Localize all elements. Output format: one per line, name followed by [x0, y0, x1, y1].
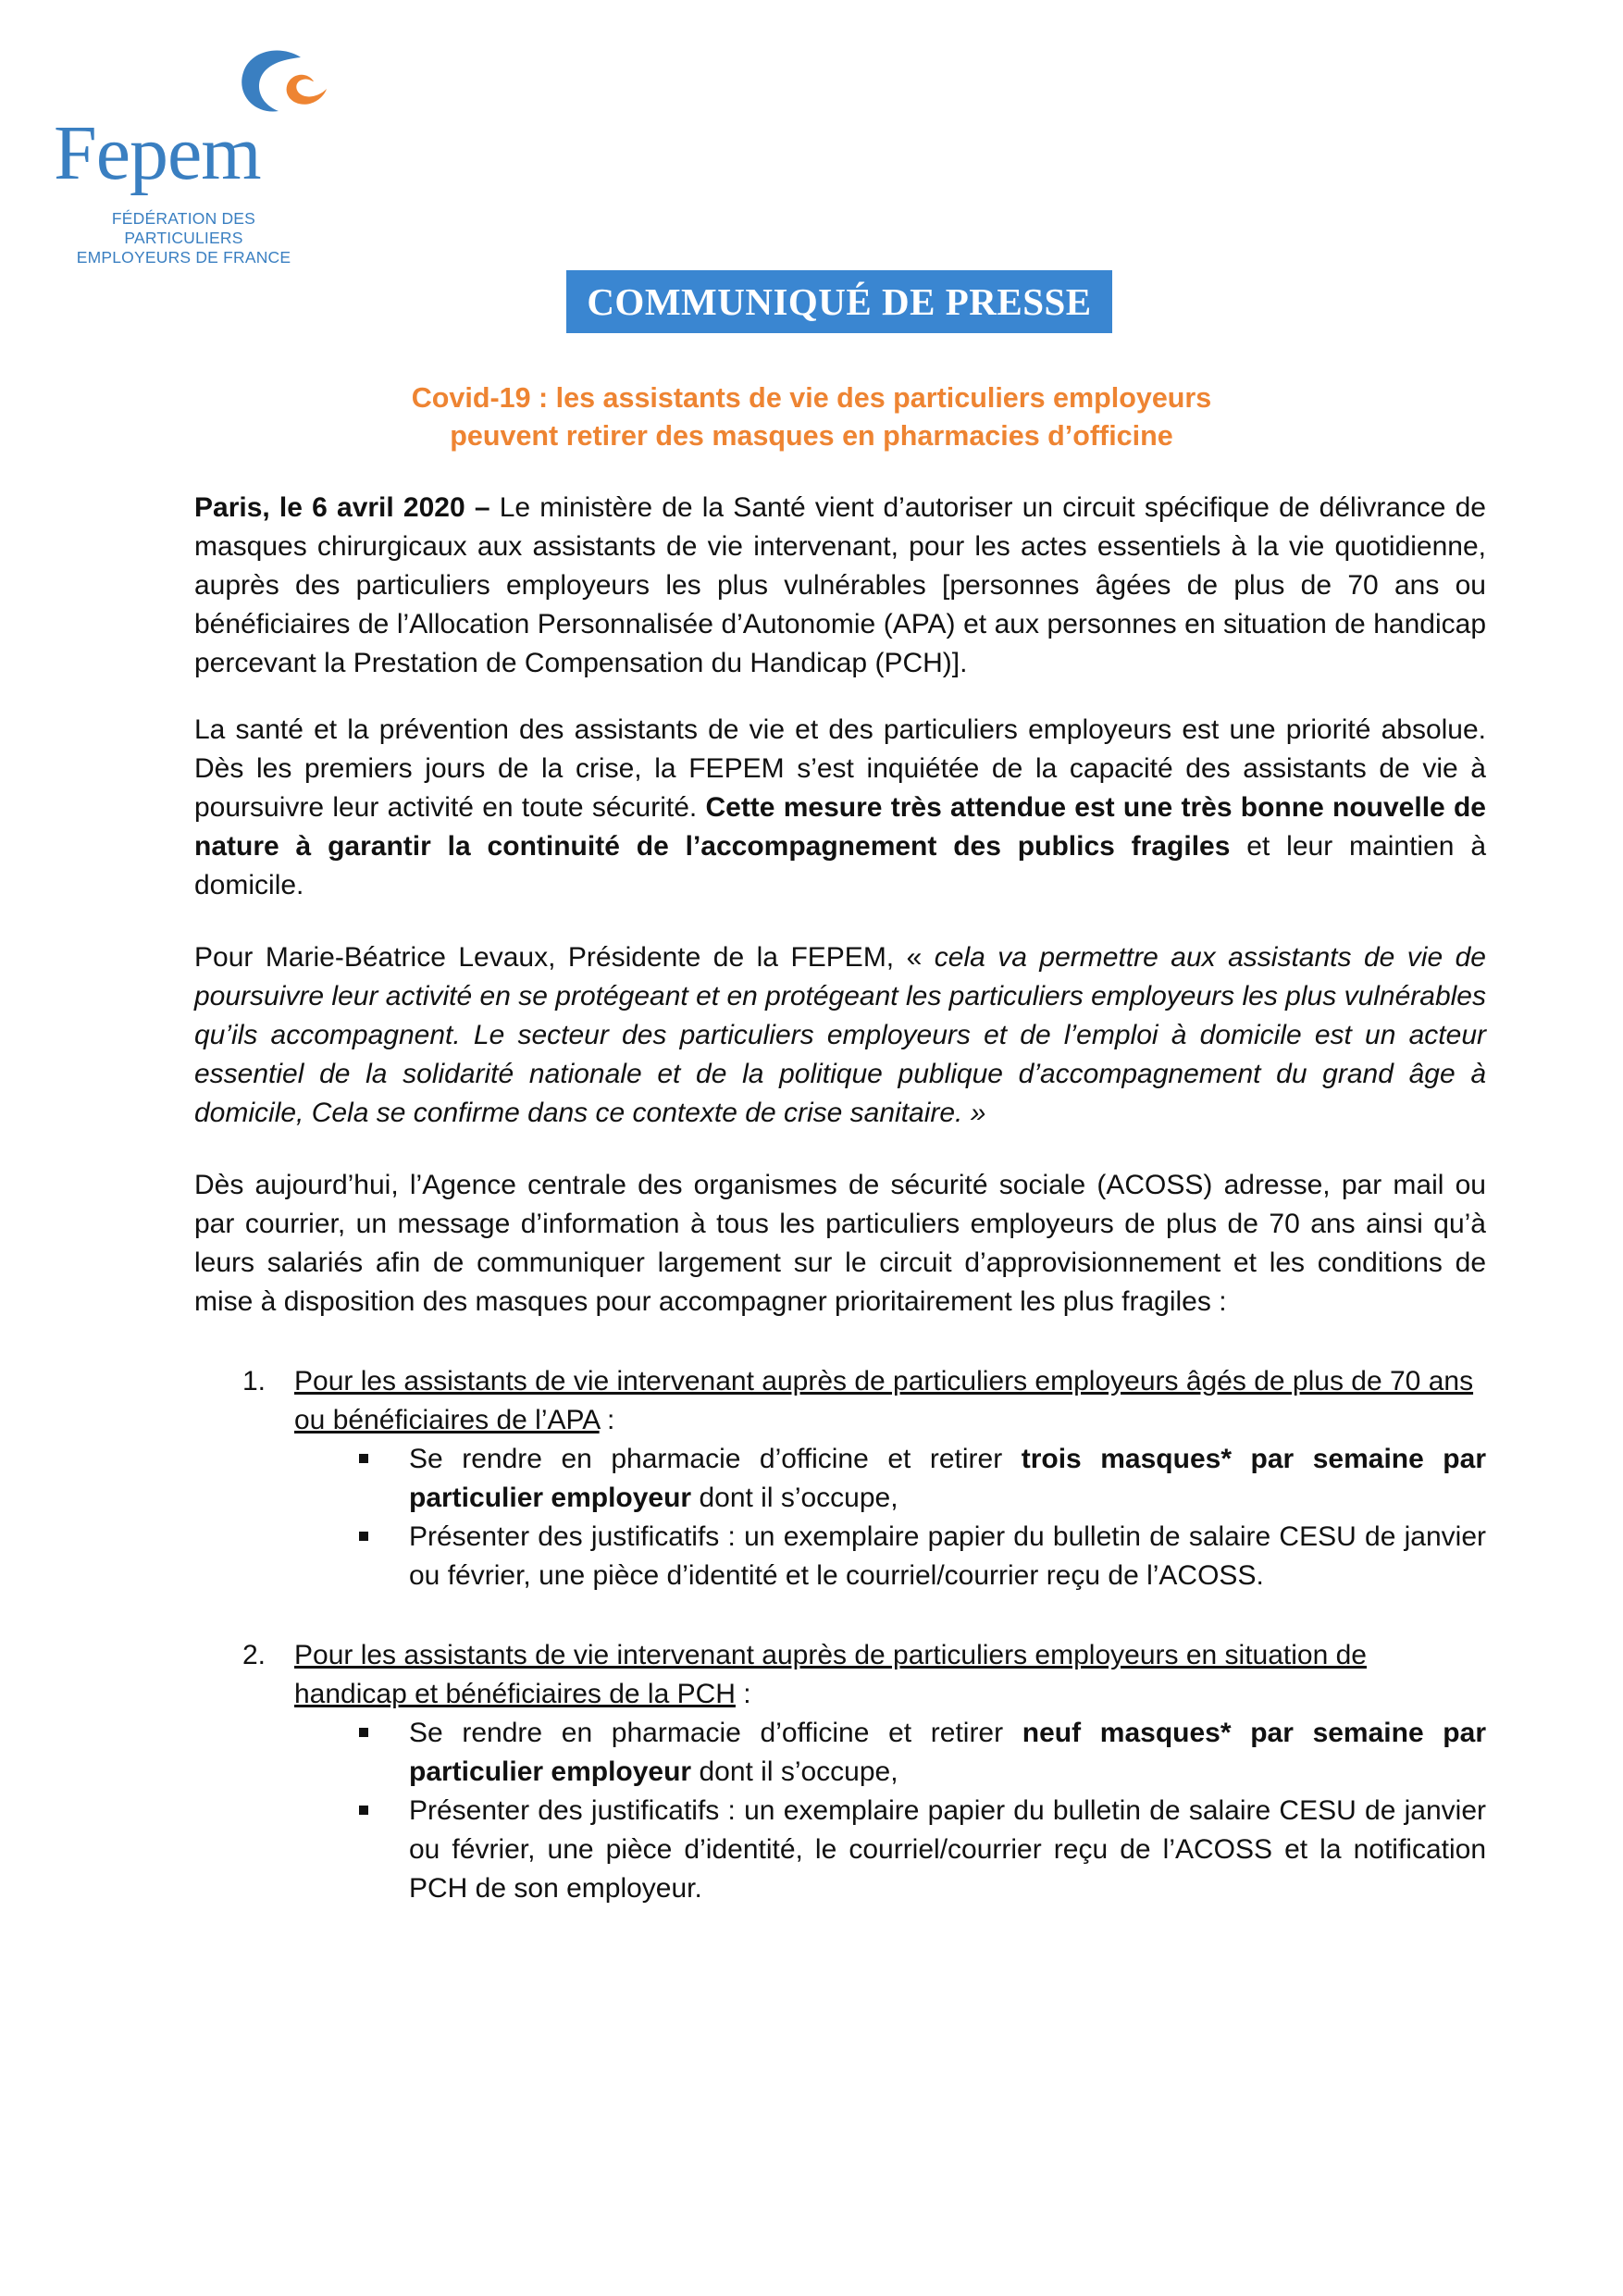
bullet-text-end: dont il s’occupe,: [691, 1483, 898, 1513]
logo-subtitle-line-1: FÉDÉRATION DES PARTICULIERS: [111, 209, 256, 247]
paragraph-intro: [194, 489, 1486, 683]
bullet-text: Se rendre en pharmacie d’officine et retirer: [409, 1718, 1022, 1748]
paragraph-priority-text: La santé et la prévention des assistants de vie et des particuliers employeurs est une priorité absolue. Dès les premiers jours de la crise, la FEPEM s’est inquiétée de la capacité des assistants de vie à poursuivre leur activité en toute sécurité.: [194, 714, 1486, 823]
fepem-logo: [54, 46, 313, 267]
bullet-text: Se rendre en pharmacie d’officine et retirer: [409, 1444, 1022, 1474]
title-line-1: Covid-19 : les assistants de vie des particuliers employeurs: [411, 382, 1212, 414]
paragraph-priority-end: et leur maintien à domicile.: [194, 831, 1487, 900]
sub-list-item: [294, 1792, 1486, 1908]
bullet-bold: neuf masques* par semaine par particulier employeur: [409, 1718, 1486, 1787]
document-body: [194, 489, 1486, 1908]
square-bullet-icon: [359, 1454, 368, 1463]
list-heading-colon: :: [599, 1405, 615, 1435]
paragraph-quote-text: Pour Marie-Béatrice Levaux, Présidente de la FEPEM, «: [194, 942, 935, 973]
square-bullet-icon: [359, 1806, 368, 1815]
dateline: Paris, le 6 avril 2020 –: [194, 492, 490, 523]
square-bullet-icon: [359, 1728, 368, 1737]
document-title: [0, 379, 1623, 455]
list-heading-text: Pour les assistants de vie intervenant auprès de particuliers employeurs âgés de plus de 70 ans ou bénéficiaires de l’APA: [294, 1366, 1474, 1435]
list-heading-colon: :: [735, 1679, 751, 1709]
instructions-list: [194, 1362, 1486, 1908]
paragraph-priority: [194, 711, 1486, 905]
sub-list: [294, 1440, 1486, 1595]
paragraph-priority-bold: Cette mesure très attendue est une très bonne nouvelle de nature à garantir la continuité de l’accompagnement des publics fragiles: [194, 792, 1486, 862]
paragraph-quote: [194, 938, 1486, 1133]
paragraph-acoss: Dès aujourd’hui, l’Agence centrale des organismes de sécurité sociale (ACOSS) adresse, par mail ou par courrier, un message d’information à tous les particuliers employeurs de plus de 70 ans ainsi qu’à leurs salariés afin de communiquer largement sur le circuit d’approvisionnement et les conditions de mise à disposition des masques pour accompagner prioritairement les plus fragiles :: [194, 1170, 1486, 1317]
list-number: 2.: [242, 1640, 266, 1670]
list-item: [194, 1362, 1486, 1595]
sub-list-item: [294, 1518, 1486, 1595]
square-bullet-icon: [359, 1532, 368, 1541]
bullet-text: Présenter des justificatifs : un exemplaire papier du bulletin de salaire CESU de janvier ou février, une pièce d’identité, le courriel/courrier reçu de l’ACOSS et la notification PCH de son employeur.: [409, 1795, 1486, 1904]
sub-list: [294, 1714, 1486, 1908]
bullet-text: Présenter des justificatifs : un exemplaire papier du bulletin de salaire CESU de janvier ou février, une pièce d’identité et le courriel/courrier reçu de l’ACOSS.: [409, 1521, 1486, 1591]
list-item: [194, 1636, 1486, 1908]
paragraph-intro-text: Le ministère de la Santé vient d’autoriser un circuit spécifique de délivrance de masques chirurgicaux aux assistants de vie intervenant, pour les actes essentiels à la vie quotidienne, auprès des particuliers employeurs les plus vulnérables [personnes âgées de plus de 70 ans ou bénéficiaires de l’Allocation Personnalisée d’Autonomie (APA) et aux personnes en situation de handicap percevant la Prestation de Compensation du Handicap (PCH)].: [194, 492, 1486, 678]
quote-text: cela va permettre aux assistants de vie de poursuivre leur activité en se protégeant et en protégeant les particuliers employeurs les plus vulnérables qu’ils accompagnent. Le secteur des particuliers employeurs et de l’emploi à domicile est un acteur essentiel de la solidarité nationale et de la politique publique d’accompagnement du grand âge à domicile, Cela se confirme dans ce contexte de crise sanitaire. »: [194, 942, 1486, 1128]
sub-list-item: [294, 1714, 1486, 1792]
list-item-heading: [294, 1636, 1486, 1714]
press-release-banner: COMMUNIQUÉ DE PRESSE: [566, 270, 1112, 333]
logo-subtitle-line-2: EMPLOYEURS DE FRANCE: [76, 248, 291, 267]
logo-wordmark: Fepem: [54, 110, 261, 196]
title-line-2: peuvent retirer des masques en pharmacies d’officine: [450, 420, 1173, 452]
list-number: 1.: [242, 1366, 266, 1396]
list-heading-text: Pour les assistants de vie intervenant auprès de particuliers employeurs en situation de handicap et bénéficiaires de la PCH: [294, 1640, 1367, 1709]
bullet-bold: trois masques* par semaine par particulier employeur: [409, 1444, 1486, 1513]
sub-list-item: [294, 1440, 1486, 1518]
bullet-text-end: dont il s’occupe,: [691, 1756, 898, 1787]
list-item-heading: [294, 1362, 1486, 1440]
logo-subtitle: [55, 209, 313, 267]
